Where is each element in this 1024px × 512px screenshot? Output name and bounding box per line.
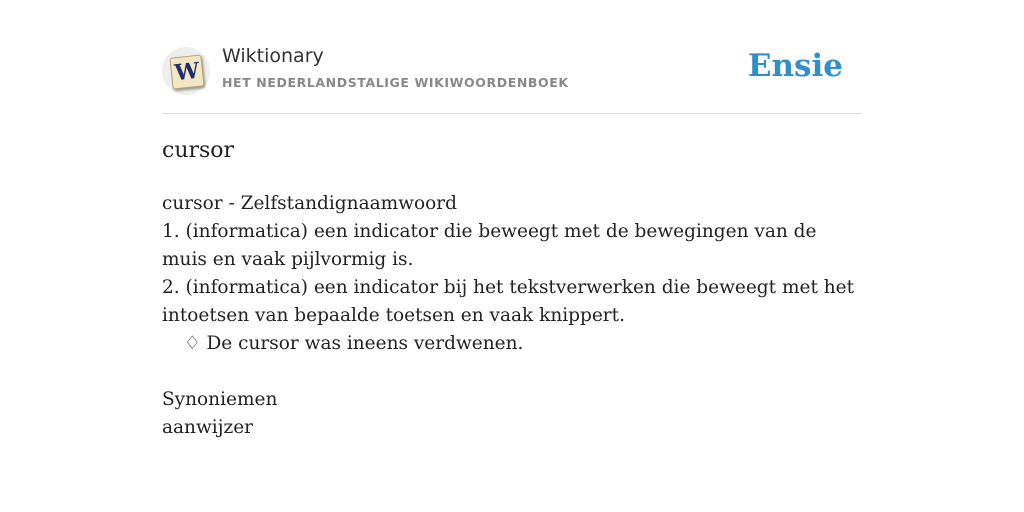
synonym-item: aanwijzer <box>162 417 254 438</box>
word-class-line: cursor - Zelfstandignaamwoord <box>162 193 457 214</box>
definition-2: 2. (informatica) een indicator bij het tekstverwerken die beweegt met het intoetsen van bepaalde toetsen en vaak knippert. <box>162 277 855 326</box>
page-title: cursor <box>162 138 235 163</box>
ensie-logo-link[interactable]: Ensie <box>747 48 843 84</box>
entry-content <box>162 190 862 442</box>
definition-1: 1. (informatica) een indicator die beweegt met de bewegingen van de muis en vaak pijlvormig is. <box>162 221 817 270</box>
page <box>162 0 862 512</box>
site-tagline: HET NEDERLANDSTALIGE WIKIWOORDENBOEK <box>222 75 569 90</box>
wiktionary-tile-icon: W <box>169 54 204 89</box>
example-sentence: ♢ De cursor was ineens verdwenen. <box>184 333 524 354</box>
wiktionary-logo[interactable] <box>162 47 210 95</box>
site-header <box>162 0 862 114</box>
spacer <box>162 358 862 386</box>
synonyms-heading: Synoniemen <box>162 389 278 410</box>
site-name[interactable]: Wiktionary <box>222 45 324 67</box>
